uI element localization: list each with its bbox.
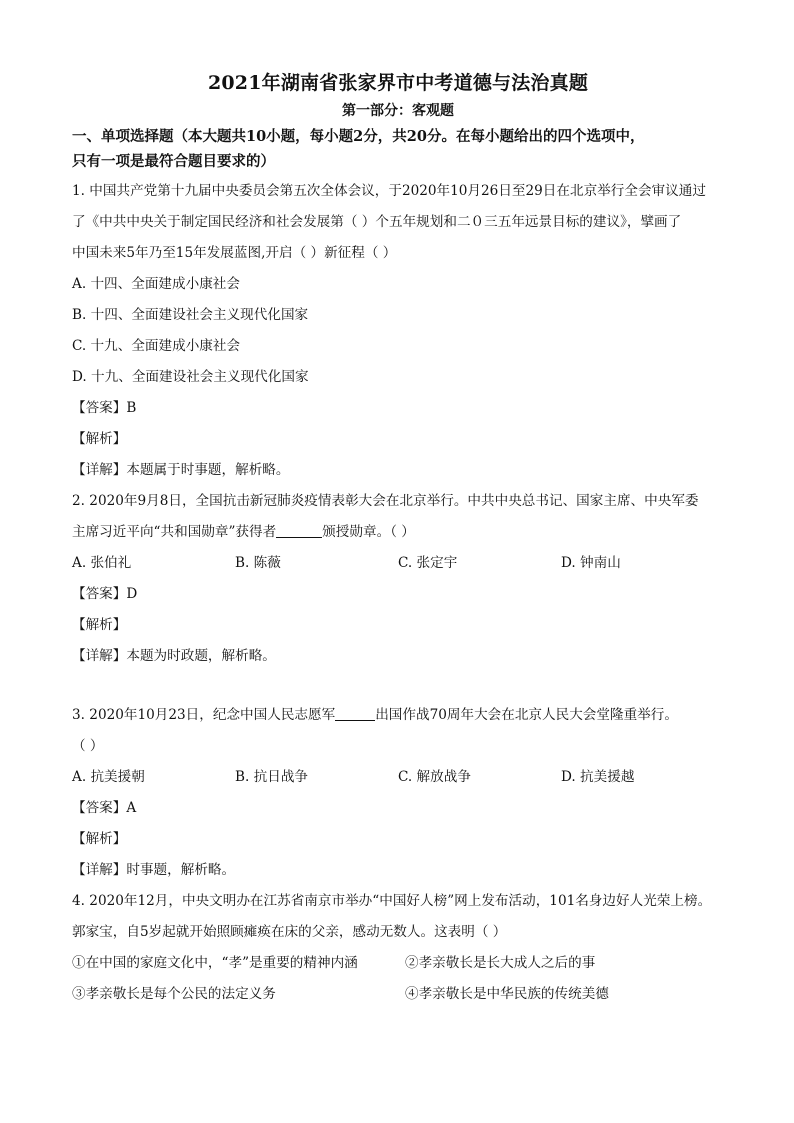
section-heading-line2: 只有一项是最符合题目要求的） <box>72 153 275 170</box>
q2-stem-line2-after: 颁授勋章。（ ） <box>322 524 415 540</box>
q3-stem-line2: （ ） <box>72 738 104 754</box>
q3-option-a: A. 抗美援朝 <box>72 769 145 785</box>
q3-answer-blank <box>335 706 375 721</box>
q1-option-b: B. 十四、全面建设社会主义现代化国家 <box>72 307 309 323</box>
q4-statement-2: ②孝亲敬长是长大成人之后的事 <box>405 955 596 971</box>
part-subtitle: 第一部分：客观题 <box>342 103 454 119</box>
q4-statement-1: ①在中国的家庭文化中，“孝”是重要的精神内涵 <box>72 955 358 971</box>
q4-statement-3: ③孝亲敬长是每个公民的法定义务 <box>72 986 276 1002</box>
q4-stem-line1: 4. 2020年12月，中央文明办在江苏省南京市举办“中国好人榜”网上发布活动，101名身边好人光荣上榜。 <box>72 893 712 909</box>
q2-answer-blank <box>276 523 322 538</box>
q3-answer: 【答案】A <box>72 800 137 816</box>
q2-stem-line1: 2. 2020年9月8日，全国抗击新冠肺炎疫情表彰大会在北京举行。中共中央总书记、国家主席、中央军委 <box>72 493 699 509</box>
q2-stem-line2-before: 主席习近平向“共和国勋章”获得者 <box>72 524 277 540</box>
q4-statements-row1 <box>72 948 724 979</box>
q3-stem-line1-before: 3. 2020年10月23日，纪念中国人民志愿军 <box>72 707 336 723</box>
q1-stem-line1: 1. 中国共产党第十九届中央委员会第五次全体会议，于2020年10月26日至29日在北京举行全会审议通过 <box>72 183 706 199</box>
q3-analysis: 【解析】 <box>72 831 127 847</box>
section-heading <box>72 124 724 174</box>
question-2 <box>72 486 724 672</box>
q1-option-a: A. 十四、全面建成小康社会 <box>72 276 240 292</box>
page-title: 2021年湖南省张家界市中考道德与法治真题 <box>207 72 589 94</box>
q2-option-d: D. 钟南山 <box>561 555 621 571</box>
q1-answer: 【答案】B <box>72 400 137 416</box>
q2-option-a: A. 张伯礼 <box>72 555 132 571</box>
q2-stem-line2 <box>72 517 724 548</box>
q3-detail: 【详解】时事题，解析略。 <box>72 862 236 878</box>
q1-option-d: D. 十九、全面建设社会主义现代化国家 <box>72 369 309 385</box>
question-4 <box>72 886 724 1010</box>
q2-detail: 【详解】本题为时政题，解析略。 <box>72 648 276 664</box>
q3-options <box>72 762 724 793</box>
q3-stem-line1 <box>72 700 724 731</box>
q2-option-c: C. 张定宇 <box>398 555 458 571</box>
q4-statements-row2 <box>72 979 724 1010</box>
question-3 <box>72 700 724 886</box>
q2-answer: 【答案】D <box>72 586 138 602</box>
q1-stem-line3: 中国未来5年乃至15年发展蓝图,开启（ ）新征程（ ） <box>72 245 397 261</box>
q2-analysis: 【解析】 <box>72 617 127 633</box>
question-1 <box>72 176 724 486</box>
spacer <box>72 672 724 700</box>
q4-statement-4: ④孝亲敬长是中华民族的传统美德 <box>405 986 609 1002</box>
q1-detail: 【详解】本题属于时事题，解析略。 <box>72 462 290 478</box>
q1-stem-line2: 了《中共中央关于制定国民经济和社会发展第（ ）个五年规划和二０三五年远景目标的建议》，擘画了 <box>72 214 682 230</box>
q1-option-c: C. 十九、全面建成小康社会 <box>72 338 241 354</box>
q1-analysis: 【解析】 <box>72 431 127 447</box>
q3-option-d: D. 抗美援越 <box>561 769 635 785</box>
section-heading-line1: 一、单项选择题（本大题共10小题，每小题2分，共20分。在每小题给出的四个选项中， <box>72 128 645 145</box>
q3-option-c: C. 解放战争 <box>398 769 471 785</box>
q4-stem-line2: 郭家宝，自5岁起就开始照顾瘫痪在床的父亲，感动无数人。这表明（ ） <box>72 924 507 940</box>
q3-stem-line1-after: 出国作战70周年大会在北京人民大会堂隆重举行。 <box>375 707 678 723</box>
q2-option-b: B. 陈薇 <box>235 555 281 571</box>
q3-option-b: B. 抗日战争 <box>235 769 309 785</box>
q2-options <box>72 548 724 579</box>
